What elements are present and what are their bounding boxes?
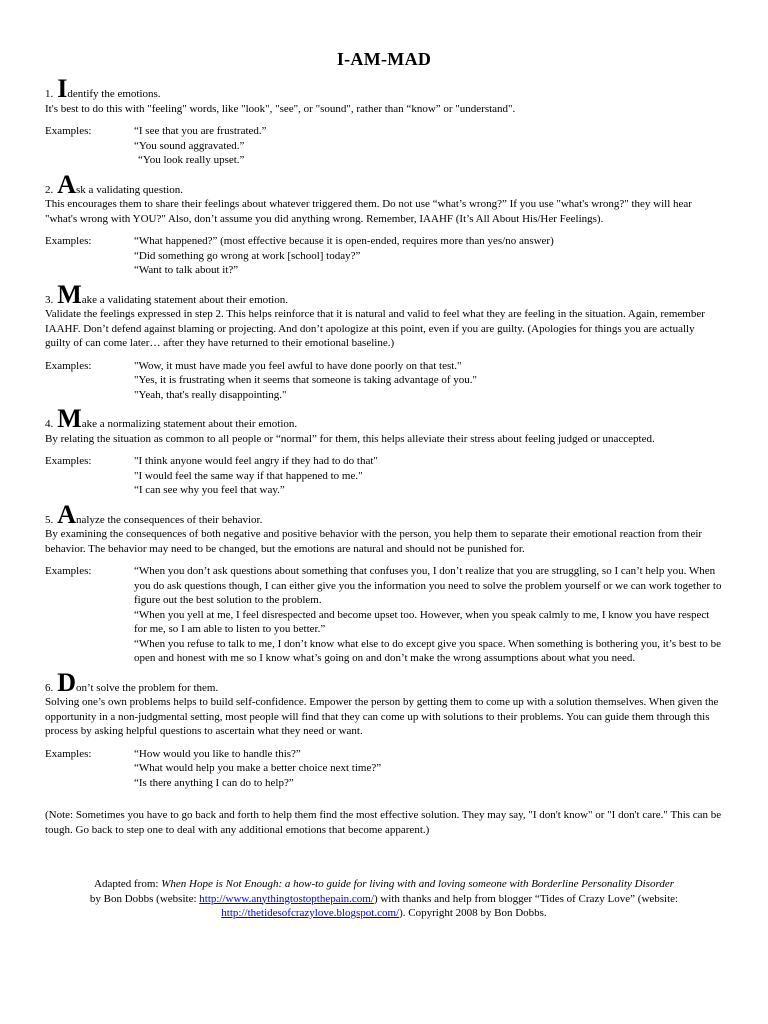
example-item: “You sound aggravated.” [134,139,245,152]
step-heading-text: ake a validating statement about their emotion. [81,293,288,306]
example-item: “You look really upset.” [138,154,245,166]
examples-list [134,747,723,791]
step-body: By examining the consequences of both negative and positive behavior with the person, you help them to separate their emotional reaction from their behavior. The behavior may need to be changed, but the emotions are natural and should not be punished for. [45,528,703,555]
footer-book-title: When Hope is Not Enough: a how-to guide for living with and loving someone with Borderline Personality Disorder [161,878,674,890]
step-number: 1. [45,88,54,100]
examples-label: Examples: [45,565,92,577]
example-item: “Want to talk about it?” [134,264,239,276]
example-item: "Yes, it is frustrating when it seems that someone is taking advantage of you." [134,374,478,386]
page-title: I-AM-MAD [336,49,432,69]
examples-block [45,747,723,791]
examples-label: Examples: [45,747,92,760]
example-item: “What happened?” (most effective because it is open-ended, requires more than yes/no answer) [134,235,554,247]
footer-end: ). Copyright 2008 by Bon Dobbs. [399,907,547,919]
step-heading-text: sk a validating question. [76,183,183,196]
step-initial-letter: A [57,169,77,199]
examples-list [134,359,723,403]
step-heading [45,169,723,199]
step-initial-letter: M [57,279,82,309]
example-item: “How would you like to handle this?” [134,747,301,760]
example-item: “What would help you make a better choice next time?” [134,762,382,774]
steps-list [45,74,723,790]
step-heading-text: nalyze the consequences of their behavior. [76,513,263,526]
example-item: “When you don’t ask questions about something that confuses you, I don’t realize that you are struggling, so I can’t help you. When you do ask questions though, I can either give you the information you need to solve the problem yourself or we can work together to figure out the best solution to the problem. [134,565,722,606]
step-body: This encourages them to share their feelings about whatever triggered them. Do not use “what’s wrong?” If you use "what's wrong?" they will hear "what's wrong with YOU?" Also, don’t assume you did anything wrong. Remember, IAAHF (It’s All About His/Her Feelings). [45,198,692,225]
footer-link-anythingtostopthepain[interactable]: http://www.anythingtostopthepain.com/ [199,892,374,905]
footer-adapted: Adapted from: [94,878,162,890]
step-6 [45,667,723,791]
examples-list [134,124,723,168]
example-item: “When you refuse to talk to me, I don’t know what else to do except give you space. When something is bothering you, it’s best to be open and honest with me so I know what’s going on and don’t make the wrong assumptions about what you need. [134,637,722,664]
footer-link-tidesofcrazylove[interactable]: http://thetidesofcrazylove.blogspot.com/ [221,907,400,919]
step-heading [45,499,723,529]
examples-label: Examples: [45,359,92,372]
examples-label: Examples: [45,455,92,467]
footer [45,877,723,921]
examples-block [45,234,723,278]
step-number: 5. [45,513,54,526]
step-heading-text: ake a normalizing statement about their emotion. [81,418,298,430]
step-4 [45,404,723,498]
step-1 [45,74,723,168]
examples-label: Examples: [45,235,92,247]
step-number: 2. [45,183,54,196]
step-initial-letter: A [57,499,77,529]
example-item: "Yeah, that's really disappointing." [134,388,287,401]
step-body: Validate the feelings expressed in step 2. This helps reinforce that it is natural and valid to feel what they are feeling in the situation. Again, remember IAAHF. Don’t defend against blaming or projecting. And don’t apologize at this point, even if you are guilty. (Apologies for things you are actually guilty of can come later… after they have returned to their emotional baseline.) [45,308,705,349]
example-item: “Did something go wrong at work [school] today?” [134,249,361,262]
step-5 [45,499,723,666]
example-item: "I think anyone would feel angry if they had to do that" [134,455,378,467]
example-item: “When you yell at me, I feel disrespected and become upset too. However, when you speak calmly to me, I know you have respect for me, so I am able to listen to you better.” [134,608,710,635]
step-heading-text: dentify the emotions. [67,88,161,100]
example-item: "I would feel the same way if that happened to me." [134,469,363,482]
step-heading [45,404,723,433]
example-item: “I can see why you feel that way.” [134,484,285,496]
example-item: "Wow, it must have made you feel awful to have done poorly on that test." [134,359,462,372]
footer-by: by Bon Dobbs (website: [89,892,200,905]
step-body: It's best to do this with "feeling" words, like "look", "see", or "sound", rather than “know” or "understand". [45,102,516,115]
step-body: By relating the situation as common to all people or “normal” for them, this helps alleviate their stress about feeling judged or unaccepted. [45,432,655,445]
note: (Note: Sometimes you have to go back and forth to help them find the most effective solution. They may say, "I don't know" or "I don't care." This can be tough. Go back to step one to deal with any additional emotions that become apparent.) [45,809,722,836]
examples-label: Examples: [45,125,92,137]
step-heading [45,74,723,103]
examples-block [45,124,723,168]
examples-block [45,359,723,403]
example-item: “Is there anything I can do to help?” [134,776,294,789]
examples-list [134,234,723,278]
step-initial-letter: I [57,74,68,103]
step-number: 4. [45,418,54,430]
examples-block [45,564,723,666]
examples-list [134,454,723,498]
step-heading-text: on’t solve the problem for them. [76,681,219,694]
step-3 [45,279,723,403]
step-2 [45,169,723,278]
step-heading [45,667,723,697]
step-initial-letter: M [57,404,82,433]
step-number: 3. [45,293,54,306]
step-initial-letter: D [57,667,77,697]
step-heading [45,279,723,309]
examples-block [45,454,723,498]
step-number: 6. [45,681,54,694]
footer-mid: ) with thanks and help from blogger “Tides of Crazy Love” (website: [373,892,679,905]
step-body: Solving one’s own problems helps to build self-confidence. Empower the person by getting them to come up with a solution themselves. When given the opportunity in a non-judgmental setting, most people will find that they can come up with solutions to their problems. You can guide them through this process by asking helpful questions to ascertain what they need or want. [45,696,719,737]
examples-list [134,564,723,666]
example-item: “I see that you are frustrated.” [134,125,267,137]
